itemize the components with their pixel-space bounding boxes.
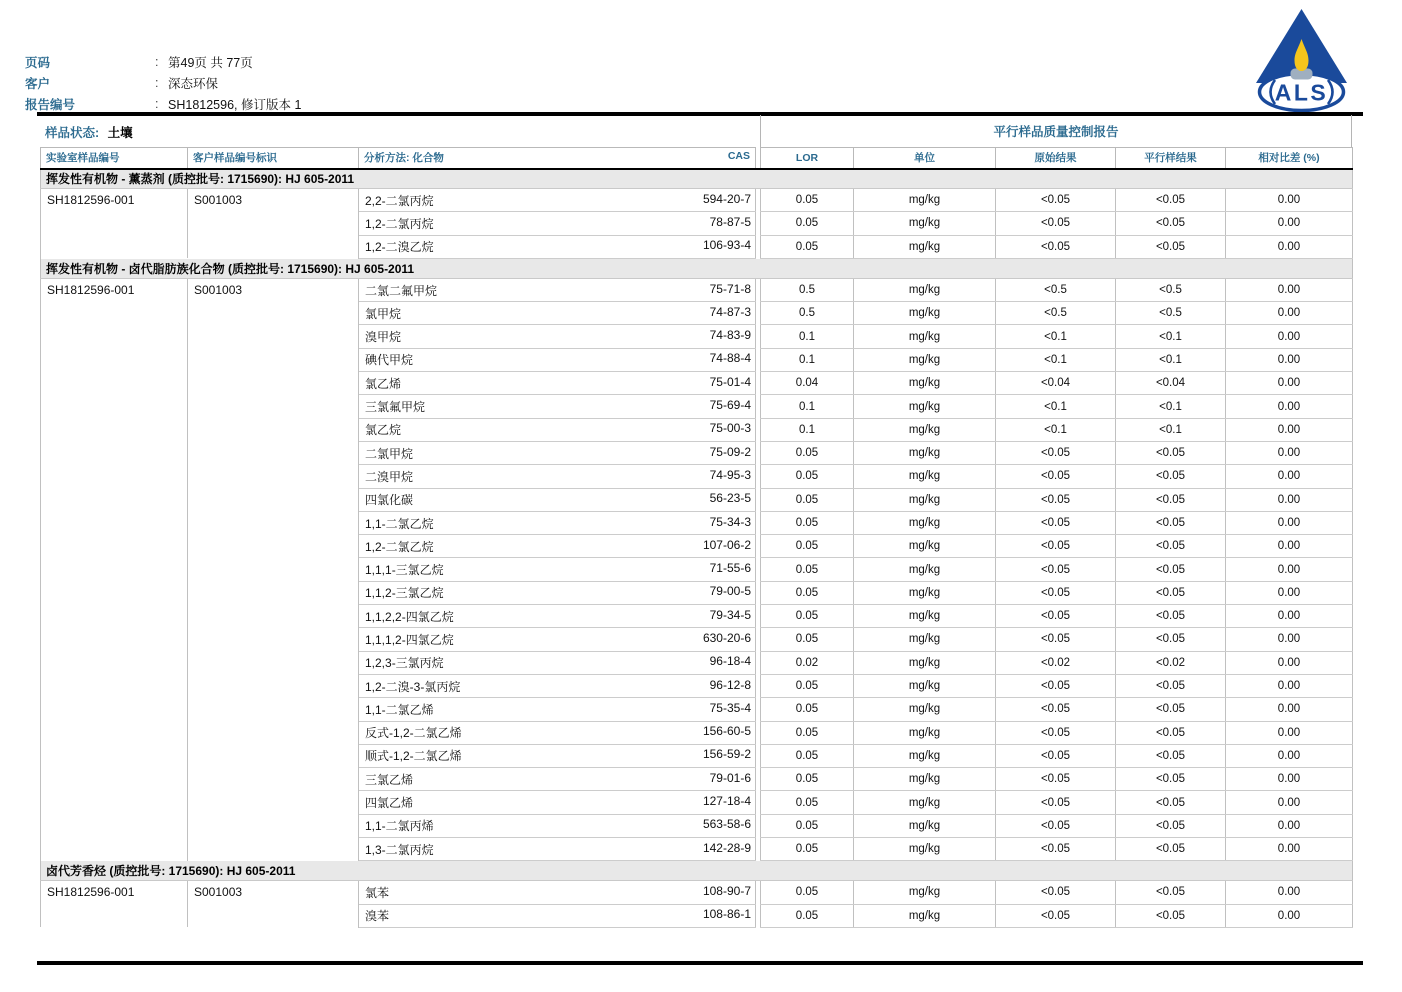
cas-number: 75-34-3 xyxy=(709,514,751,529)
lor-value: 0.1 xyxy=(761,325,854,348)
original-result: <0.05 xyxy=(996,488,1116,511)
lor-value: 0.1 xyxy=(761,418,854,441)
original-result: <0.05 xyxy=(996,465,1116,488)
col-cas: CAS xyxy=(727,150,750,163)
lor-value: 0.5 xyxy=(761,278,854,301)
cas-number: 75-71-8 xyxy=(709,281,751,296)
results-table-body xyxy=(41,169,1353,928)
compound-name: 1,1-二氯丙烯 xyxy=(365,819,434,834)
original-result: <0.05 xyxy=(996,814,1116,837)
col-duplicate-result: 平行样结果 xyxy=(1116,148,1226,169)
col-original-result: 原始结果 xyxy=(996,148,1116,169)
unit-value: mg/kg xyxy=(854,768,996,791)
unit-value: mg/kg xyxy=(854,212,996,235)
lor-value: 0.05 xyxy=(761,721,854,744)
results-table xyxy=(40,147,1353,928)
qc-report-title: 平行样品质量控制报告 xyxy=(760,115,1352,147)
duplicate-result: <0.05 xyxy=(1116,212,1226,235)
unit-value: mg/kg xyxy=(854,698,996,721)
rpd-value: 0.00 xyxy=(1226,441,1353,464)
compound-name: 顺式-1,2-二氯乙烯 xyxy=(365,749,462,764)
original-result: <0.05 xyxy=(996,881,1116,904)
sample-status-label: 样品状态: xyxy=(45,126,100,140)
lor-value: 0.1 xyxy=(761,348,854,371)
compound-name: 1,1,1,2-四氯乙烷 xyxy=(365,632,454,647)
compound-name: 氯甲烷 xyxy=(365,306,402,321)
client-sample-id: S001003 xyxy=(188,881,359,928)
compound-name: 溴苯 xyxy=(365,909,390,924)
rpd-value: 0.00 xyxy=(1226,189,1353,212)
cas-number: 142-28-9 xyxy=(702,840,751,855)
duplicate-result: <0.05 xyxy=(1116,488,1226,511)
duplicate-result: <0.05 xyxy=(1116,744,1226,767)
rpd-value: 0.00 xyxy=(1226,651,1353,674)
lor-value: 0.05 xyxy=(761,628,854,651)
section-title: 卤代芳香烃 (质控批号: 1715690): HJ 605-2011 xyxy=(41,861,1353,881)
duplicate-result: <0.05 xyxy=(1116,581,1226,604)
original-result: <0.04 xyxy=(996,372,1116,395)
lor-value: 0.05 xyxy=(761,791,854,814)
rpd-value: 0.00 xyxy=(1226,904,1353,927)
col-method-compound-label: 分析方法: 化合物 xyxy=(364,152,444,165)
rpd-value: 0.00 xyxy=(1226,581,1353,604)
lor-value: 0.05 xyxy=(761,511,854,534)
cas-number: 96-12-8 xyxy=(709,677,751,692)
original-result: <0.1 xyxy=(996,325,1116,348)
compound-name: 1,1,2,2-四氯乙烷 xyxy=(365,609,454,624)
client-label: 客户 xyxy=(25,76,51,91)
cas-number: 156-59-2 xyxy=(702,747,751,762)
duplicate-result: <0.05 xyxy=(1116,674,1226,697)
unit-value: mg/kg xyxy=(854,511,996,534)
page-number-value: 第49页 共 77页 xyxy=(168,55,253,70)
section-title: 挥发性有机物 - 卤代脂肪族化合物 (质控批号: 1715690): HJ 605-2011 xyxy=(41,258,1353,278)
meta-row-client xyxy=(25,72,301,93)
colon: : xyxy=(155,96,159,111)
original-result: <0.05 xyxy=(996,235,1116,258)
cas-number: 630-20-6 xyxy=(702,630,751,645)
cas-number: 75-01-4 xyxy=(709,374,751,389)
original-result: <0.05 xyxy=(996,744,1116,767)
lor-value: 0.05 xyxy=(761,698,854,721)
rpd-value: 0.00 xyxy=(1226,881,1353,904)
duplicate-result: <0.1 xyxy=(1116,348,1226,371)
cas-number: 107-06-2 xyxy=(702,537,751,552)
compound-name: 1,1,1-三氯乙烷 xyxy=(365,563,444,578)
compound-name: 四氯乙烯 xyxy=(365,796,414,811)
compound-name: 1,2-二氯乙烷 xyxy=(365,539,434,554)
rpd-value: 0.00 xyxy=(1226,535,1353,558)
duplicate-result: <0.1 xyxy=(1116,325,1226,348)
duplicate-result: <0.05 xyxy=(1116,605,1226,628)
unit-value: mg/kg xyxy=(854,418,996,441)
unit-value: mg/kg xyxy=(854,838,996,861)
cas-number: 75-69-4 xyxy=(709,398,751,413)
duplicate-result: <0.05 xyxy=(1116,558,1226,581)
col-client-sample-id: 客户样品编号标识 xyxy=(188,148,359,169)
unit-value: mg/kg xyxy=(854,348,996,371)
lor-value: 0.05 xyxy=(761,488,854,511)
compound-name: 碘代甲烷 xyxy=(365,353,414,368)
rpd-value: 0.00 xyxy=(1226,838,1353,861)
rpd-value: 0.00 xyxy=(1226,278,1353,301)
rpd-value: 0.00 xyxy=(1226,698,1353,721)
compound-name: 1,1-二氯乙烯 xyxy=(365,702,434,717)
cas-number: 75-00-3 xyxy=(709,421,751,436)
lor-value: 0.05 xyxy=(761,558,854,581)
duplicate-result: <0.05 xyxy=(1116,904,1226,927)
report-meta xyxy=(25,51,301,114)
lor-value: 0.05 xyxy=(761,535,854,558)
col-lab-sample-id: 实验室样品编号 xyxy=(41,148,188,169)
lab-sample-id: SH1812596-001 xyxy=(41,278,188,860)
rpd-value: 0.00 xyxy=(1226,791,1353,814)
table-header-row xyxy=(41,148,1353,169)
unit-value: mg/kg xyxy=(854,558,996,581)
report-number-value: SH1812596, 修订版本 1 xyxy=(168,97,302,112)
compound-name: 二氯甲烷 xyxy=(365,446,414,461)
compound-name: 四氯化碳 xyxy=(365,493,414,508)
section-title: 挥发性有机物 - 薰蒸剂 (质控批号: 1715690): HJ 605-2011 xyxy=(41,169,1353,189)
compound-name: 三氯乙烯 xyxy=(365,772,414,787)
table-row xyxy=(41,881,1353,904)
unit-value: mg/kg xyxy=(854,488,996,511)
cas-number: 108-90-7 xyxy=(702,883,751,898)
duplicate-result: <0.05 xyxy=(1116,511,1226,534)
unit-value: mg/kg xyxy=(854,628,996,651)
meta-row-page xyxy=(25,51,301,72)
rpd-value: 0.00 xyxy=(1226,488,1353,511)
lor-value: 0.05 xyxy=(761,904,854,927)
section-header-row xyxy=(41,169,1353,189)
duplicate-result: <0.05 xyxy=(1116,441,1226,464)
lab-sample-id: SH1812596-001 xyxy=(41,189,188,259)
compound-name: 1,2,3-三氯丙烷 xyxy=(365,656,444,671)
page-number-label: 页码 xyxy=(25,55,51,70)
duplicate-result: <0.5 xyxy=(1116,278,1226,301)
duplicate-result: <0.04 xyxy=(1116,372,1226,395)
unit-value: mg/kg xyxy=(854,189,996,212)
cas-number: 56-23-5 xyxy=(709,491,751,506)
compound-name: 1,1,2-三氯乙烷 xyxy=(365,586,444,601)
original-result: <0.05 xyxy=(996,212,1116,235)
col-unit: 单位 xyxy=(854,148,996,169)
cas-number: 156-60-5 xyxy=(702,724,751,739)
lor-value: 0.05 xyxy=(761,838,854,861)
cas-number: 71-55-6 xyxy=(709,561,751,576)
rpd-value: 0.00 xyxy=(1226,348,1353,371)
client-sample-id: S001003 xyxy=(188,278,359,860)
unit-value: mg/kg xyxy=(854,465,996,488)
logo-text: ALS xyxy=(1274,79,1329,106)
rpd-value: 0.00 xyxy=(1226,212,1353,235)
original-result: <0.05 xyxy=(996,674,1116,697)
unit-value: mg/kg xyxy=(854,674,996,697)
duplicate-result: <0.05 xyxy=(1116,814,1226,837)
cas-number: 106-93-4 xyxy=(702,238,751,253)
report-number-label: 报告编号 xyxy=(25,97,76,112)
compound-name: 1,3-二氯丙烷 xyxy=(365,842,434,857)
cas-number: 75-09-2 xyxy=(709,444,751,459)
als-logo xyxy=(1252,6,1351,112)
lor-value: 0.05 xyxy=(761,814,854,837)
col-method-compound xyxy=(359,148,756,169)
original-result: <0.02 xyxy=(996,651,1116,674)
unit-value: mg/kg xyxy=(854,814,996,837)
lor-value: 0.05 xyxy=(761,674,854,697)
cas-number: 96-18-4 xyxy=(709,654,751,669)
compound-name: 二氯二氟甲烷 xyxy=(365,283,438,298)
rpd-value: 0.00 xyxy=(1226,558,1353,581)
unit-value: mg/kg xyxy=(854,372,996,395)
original-result: <0.1 xyxy=(996,418,1116,441)
rpd-value: 0.00 xyxy=(1226,744,1353,767)
cas-number: 74-88-4 xyxy=(709,351,751,366)
original-result: <0.05 xyxy=(996,189,1116,212)
original-result: <0.05 xyxy=(996,558,1116,581)
cas-number: 563-58-6 xyxy=(702,817,751,832)
rpd-value: 0.00 xyxy=(1226,721,1353,744)
rpd-value: 0.00 xyxy=(1226,235,1353,258)
lor-value: 0.05 xyxy=(761,605,854,628)
original-result: <0.5 xyxy=(996,302,1116,325)
cas-number: 594-20-7 xyxy=(702,191,751,206)
original-result: <0.05 xyxy=(996,511,1116,534)
unit-value: mg/kg xyxy=(854,904,996,927)
cas-number: 75-35-4 xyxy=(709,700,751,715)
lor-value: 0.05 xyxy=(761,441,854,464)
page-bottom-rule xyxy=(37,961,1363,965)
rpd-value: 0.00 xyxy=(1226,768,1353,791)
unit-value: mg/kg xyxy=(854,721,996,744)
cas-number: 78-87-5 xyxy=(709,214,751,229)
lor-value: 0.05 xyxy=(761,744,854,767)
rpd-value: 0.00 xyxy=(1226,605,1353,628)
cas-number: 79-00-5 xyxy=(709,584,751,599)
duplicate-result: <0.05 xyxy=(1116,235,1226,258)
original-result: <0.05 xyxy=(996,581,1116,604)
rpd-value: 0.00 xyxy=(1226,302,1353,325)
duplicate-result: <0.05 xyxy=(1116,189,1226,212)
cas-number: 74-95-3 xyxy=(709,467,751,482)
cas-number: 74-87-3 xyxy=(709,304,751,319)
duplicate-result: <0.05 xyxy=(1116,698,1226,721)
lor-value: 0.05 xyxy=(761,768,854,791)
unit-value: mg/kg xyxy=(854,605,996,628)
duplicate-result: <0.05 xyxy=(1116,721,1226,744)
rpd-value: 0.00 xyxy=(1226,511,1353,534)
unit-value: mg/kg xyxy=(854,651,996,674)
original-result: <0.05 xyxy=(996,628,1116,651)
duplicate-result: <0.02 xyxy=(1116,651,1226,674)
rpd-value: 0.00 xyxy=(1226,674,1353,697)
meta-row-report-number xyxy=(25,93,301,114)
lor-value: 0.05 xyxy=(761,212,854,235)
colon: : xyxy=(155,54,159,69)
original-result: <0.05 xyxy=(996,698,1116,721)
lor-value: 0.5 xyxy=(761,302,854,325)
lor-value: 0.04 xyxy=(761,372,854,395)
unit-value: mg/kg xyxy=(854,441,996,464)
compound-name: 1,2-二溴乙烷 xyxy=(365,240,434,255)
unit-value: mg/kg xyxy=(854,235,996,258)
rpd-value: 0.00 xyxy=(1226,372,1353,395)
lor-value: 0.05 xyxy=(761,465,854,488)
unit-value: mg/kg xyxy=(854,881,996,904)
compound-name: 三氯氟甲烷 xyxy=(365,400,426,415)
original-result: <0.05 xyxy=(996,838,1116,861)
duplicate-result: <0.05 xyxy=(1116,768,1226,791)
unit-value: mg/kg xyxy=(854,535,996,558)
lor-value: 0.1 xyxy=(761,395,854,418)
rpd-value: 0.00 xyxy=(1226,325,1353,348)
sample-status-value: 土壤 xyxy=(107,126,133,140)
col-rpd: 相对比差 (%) xyxy=(1226,148,1353,169)
duplicate-result: <0.05 xyxy=(1116,535,1226,558)
unit-value: mg/kg xyxy=(854,581,996,604)
lor-value: 0.05 xyxy=(761,881,854,904)
lab-sample-id: SH1812596-001 xyxy=(41,881,188,928)
duplicate-result: <0.05 xyxy=(1116,791,1226,814)
duplicate-result: <0.5 xyxy=(1116,302,1226,325)
compound-name: 1,1-二氯乙烷 xyxy=(365,516,434,531)
client-value: 深态环保 xyxy=(168,76,219,91)
unit-value: mg/kg xyxy=(854,302,996,325)
duplicate-result: <0.1 xyxy=(1116,395,1226,418)
lor-value: 0.05 xyxy=(761,189,854,212)
client-sample-id: S001003 xyxy=(188,189,359,259)
unit-value: mg/kg xyxy=(854,395,996,418)
compound-name: 1,2-二氯丙烷 xyxy=(365,216,434,231)
cas-number: 108-86-1 xyxy=(702,907,751,922)
original-result: <0.5 xyxy=(996,278,1116,301)
cas-number: 79-34-5 xyxy=(709,607,751,622)
lor-value: 0.02 xyxy=(761,651,854,674)
rpd-value: 0.00 xyxy=(1226,814,1353,837)
sample-status xyxy=(45,123,133,141)
unit-value: mg/kg xyxy=(854,325,996,348)
cas-number: 74-83-9 xyxy=(709,328,751,343)
original-result: <0.1 xyxy=(996,395,1116,418)
table-row xyxy=(41,278,1353,301)
compound-name: 氯乙烯 xyxy=(365,376,402,391)
original-result: <0.1 xyxy=(996,348,1116,371)
compound-name: 二溴甲烷 xyxy=(365,469,414,484)
rpd-value: 0.00 xyxy=(1226,418,1353,441)
unit-value: mg/kg xyxy=(854,744,996,767)
original-result: <0.05 xyxy=(996,768,1116,791)
duplicate-result: <0.05 xyxy=(1116,628,1226,651)
original-result: <0.05 xyxy=(996,441,1116,464)
cas-number: 79-01-6 xyxy=(709,770,751,785)
section-header-row xyxy=(41,258,1353,278)
rpd-value: 0.00 xyxy=(1226,395,1353,418)
compound-name: 溴甲烷 xyxy=(365,330,402,345)
compound-name: 氯苯 xyxy=(365,885,390,900)
compound-name: 氯乙烷 xyxy=(365,423,402,438)
duplicate-result: <0.1 xyxy=(1116,418,1226,441)
original-result: <0.05 xyxy=(996,721,1116,744)
unit-value: mg/kg xyxy=(854,278,996,301)
compound-name: 2,2-二氯丙烷 xyxy=(365,193,434,208)
duplicate-result: <0.05 xyxy=(1116,465,1226,488)
original-result: <0.05 xyxy=(996,904,1116,927)
cas-number: 127-18-4 xyxy=(702,794,751,809)
original-result: <0.05 xyxy=(996,605,1116,628)
original-result: <0.05 xyxy=(996,535,1116,558)
col-lor: LOR xyxy=(761,148,854,169)
lor-value: 0.05 xyxy=(761,235,854,258)
unit-value: mg/kg xyxy=(854,791,996,814)
lor-value: 0.05 xyxy=(761,581,854,604)
section-header-row xyxy=(41,861,1353,881)
compound-name: 1,2-二溴-3-氯丙烷 xyxy=(365,679,461,694)
compound-name: 反式-1,2-二氯乙烯 xyxy=(365,726,462,741)
colon: : xyxy=(155,75,159,90)
rpd-value: 0.00 xyxy=(1226,628,1353,651)
original-result: <0.05 xyxy=(996,791,1116,814)
duplicate-result: <0.05 xyxy=(1116,881,1226,904)
table-row xyxy=(41,189,1353,212)
rpd-value: 0.00 xyxy=(1226,465,1353,488)
duplicate-result: <0.05 xyxy=(1116,838,1226,861)
